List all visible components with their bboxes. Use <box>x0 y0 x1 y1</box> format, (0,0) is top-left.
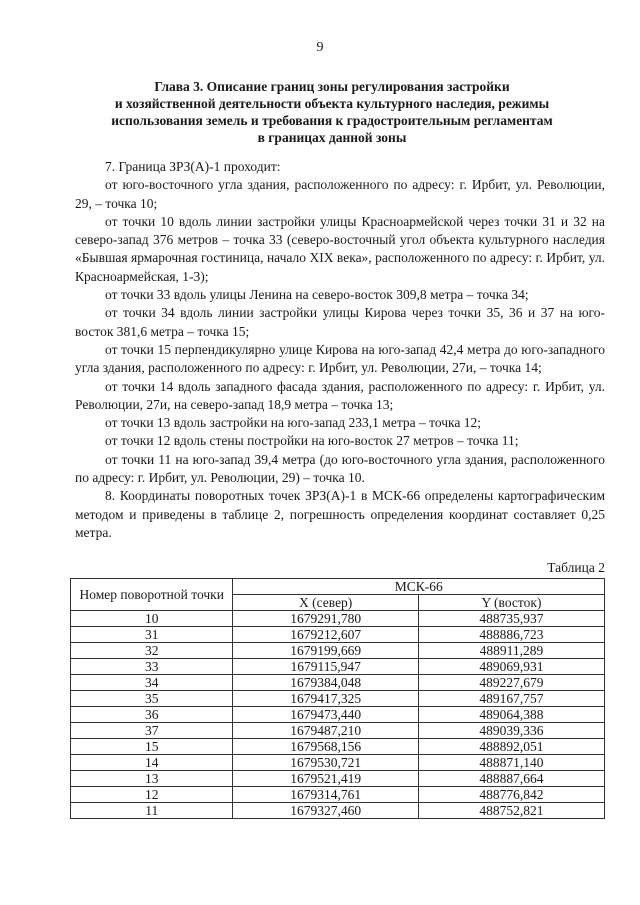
cell-x: 1679212,607 <box>233 627 418 643</box>
header-coordinate-system: МСК-66 <box>233 579 605 595</box>
cell-x: 1679384,048 <box>233 675 418 691</box>
cell-point-number: 34 <box>71 675 233 691</box>
table-caption: Таблица 2 <box>547 560 605 575</box>
cell-y: 488776,842 <box>418 787 604 803</box>
paragraph: 7. Граница ЗРЗ(А)-1 проходит: <box>105 159 281 174</box>
table-row <box>71 627 605 643</box>
chapter-heading <box>108 78 556 146</box>
table-row <box>71 675 605 691</box>
cell-point-number: 13 <box>71 771 233 787</box>
table-row <box>71 659 605 675</box>
cell-point-number: 33 <box>71 659 233 675</box>
cell-point-number: 14 <box>71 755 233 771</box>
heading-line: и хозяйственной деятельности объекта культурного наследия, режимы <box>114 96 550 111</box>
table-row <box>71 707 605 723</box>
table-row <box>71 803 605 819</box>
coordinates-table <box>70 578 605 819</box>
paragraph: от точки 13 вдоль застройки на юго-запад 233,1 метра – точка 12; <box>105 415 482 431</box>
cell-y: 489167,757 <box>418 691 604 707</box>
cell-y: 488871,140 <box>418 755 604 771</box>
paragraph: от юго-восточного угла здания, расположенного по адресу: г. Ирбит, ул. Революции, 29, – точка 10; <box>75 177 605 211</box>
cell-x: 1679487,210 <box>233 723 418 739</box>
cell-x: 1679115,947 <box>233 659 418 675</box>
table-row <box>71 723 605 739</box>
paragraph: от точки 15 перпендикулярно улице Кирова на юго-запад 42,4 метра до юго-западного угла здания, расположенного по адресу: г. Ирбит, ул. Революции, 27и, – точка 14; <box>75 341 605 376</box>
table-row <box>71 643 605 659</box>
table-row <box>71 611 605 627</box>
table-row <box>71 691 605 707</box>
cell-x: 1679291,780 <box>233 611 418 627</box>
table-body <box>71 611 605 819</box>
cell-x: 1679314,761 <box>233 787 418 803</box>
paragraph: от точки 33 вдоль улицы Ленина на северо-восток 309,8 метра – точка 34; <box>105 287 529 303</box>
cell-point-number: 36 <box>71 707 233 723</box>
cell-point-number: 31 <box>71 627 233 643</box>
paragraph: 8. Координаты поворотных точек ЗРЗ(А)-1 в МСК-66 определены картографическим методом и приведены в таблице 2, погрешность определения координат составляет 0,25 метра. <box>75 488 605 540</box>
heading-line: Глава 3. Описание границ зоны регулирования застройки <box>154 79 510 94</box>
header-point-number: Номер поворотной точки <box>71 579 233 611</box>
cell-x: 1679521,419 <box>233 771 418 787</box>
cell-x: 1679568,156 <box>233 739 418 755</box>
cell-y: 488735,937 <box>418 611 604 627</box>
cell-y: 489064,388 <box>418 707 604 723</box>
cell-point-number: 12 <box>71 787 233 803</box>
header-x: X (север) <box>233 595 418 611</box>
table-row <box>71 739 605 755</box>
table-header-row <box>71 579 605 595</box>
cell-x: 1679327,460 <box>233 803 418 819</box>
cell-y: 489227,679 <box>418 675 604 691</box>
table-row <box>71 771 605 787</box>
cell-point-number: 10 <box>71 611 233 627</box>
cell-y: 488752,821 <box>418 803 604 819</box>
cell-y: 488892,051 <box>418 739 604 755</box>
paragraph: от точки 34 вдоль линии застройки улицы Кирова через точки 35, 36 и 37 на юго-восток 381,6 метра – точка 15; <box>75 305 605 339</box>
cell-x: 1679199,669 <box>233 643 418 659</box>
body-text <box>75 158 605 542</box>
cell-x: 1679417,325 <box>233 691 418 707</box>
cell-y: 488911,289 <box>418 643 604 659</box>
cell-y: 489069,931 <box>418 659 604 675</box>
paragraph: от точки 14 вдоль западного фасада здания, расположенного по адресу: г. Ирбит, ул. Революции, 27и, на северо-запад 18,9 метра – точка 13; <box>75 378 605 412</box>
heading-line: в границах данной зоны <box>257 130 407 145</box>
heading-line: использования земель и требования к градостроительным регламентам <box>111 113 553 128</box>
cell-point-number: 11 <box>71 803 233 819</box>
cell-x: 1679530,721 <box>233 755 418 771</box>
paragraph: от точки 11 на юго-запад 39,4 метра (до юго-восточного угла здания, расположенного по адресу: г. Ирбит, ул. Революции, 29) – точка 10. <box>75 451 605 486</box>
header-y: Y (восток) <box>418 595 604 611</box>
cell-y: 488886,723 <box>418 627 604 643</box>
table-row <box>71 787 605 803</box>
cell-point-number: 32 <box>71 643 233 659</box>
cell-y: 489039,336 <box>418 723 604 739</box>
paragraph: от точки 12 вдоль стены постройки на юго-восток 27 метров – точка 11; <box>105 433 519 449</box>
cell-point-number: 15 <box>71 739 233 755</box>
cell-point-number: 35 <box>71 691 233 707</box>
cell-x: 1679473,440 <box>233 707 418 723</box>
cell-point-number: 37 <box>71 723 233 739</box>
table-row <box>71 755 605 771</box>
cell-y: 488887,664 <box>418 771 604 787</box>
paragraph: от точки 10 вдоль линии застройки улицы Красноармейской через точки 31 и 32 на северо-запад 376 метров – точка 33 (северо-восточный угол объекта культурного наследия «Бывшая ярмарочная гостиница, начало XIX века», расположенного по адресу: г. Ирбит, ул. Красноармейская, 1-3); <box>75 213 605 284</box>
page-number: 9 <box>316 40 324 55</box>
